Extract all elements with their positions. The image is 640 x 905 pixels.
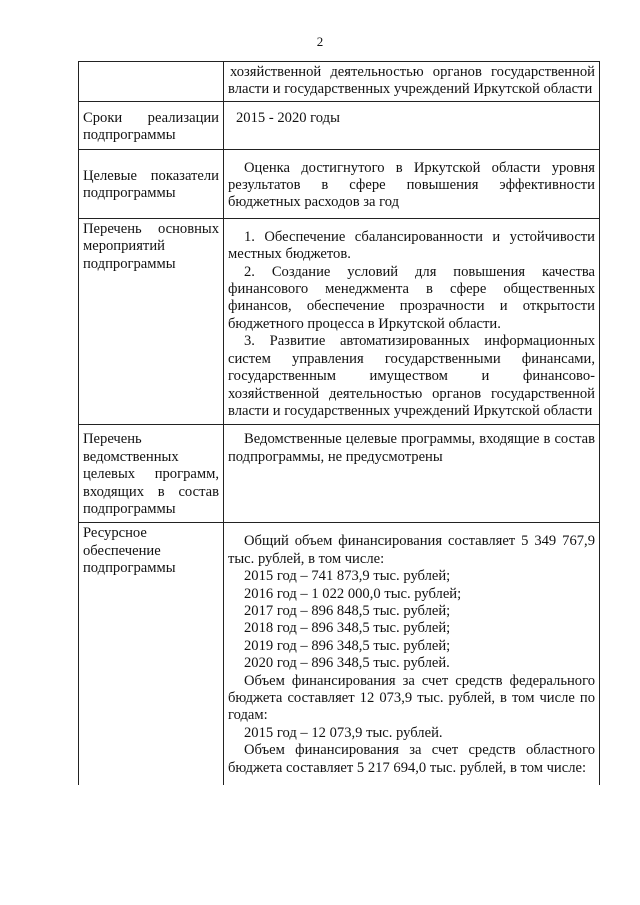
table-row [79,101,600,149]
regional-funding: Объем финансирования за счет средств областного бюджета составляет 5 217 694,0 тыс. рублей, в том числе: [228,742,595,776]
row-label [79,62,224,102]
measure-item: 2. Создание условий для повышения качества финансового менеджмента в сфере общественных финансов, обеспечение прозрачности и открытости бюджетного процесса в Иркутской области. [228,263,595,332]
row-label: Ресурсное обеспечение подпрограммы [79,523,224,785]
row-value [224,149,600,218]
funding-year: 2015 год – 741 873,9 тыс. рублей; [244,568,451,585]
departmental-programs-text: Ведомственные целевые программы, входящие в состав подпрограммы, не предусмотрены [228,431,595,465]
row-label: Сроки реализации подпрограммы [79,101,224,149]
row-value: 2015 - 2020 годы [224,101,600,149]
federal-funding: Объем финансирования за счет средств федерального бюджета составляет 12 073,9 тыс. рублей, в том числе по годам: [228,672,595,724]
federal-funding-year: 2015 год – 12 073,9 тыс. рублей. [244,724,443,741]
target-indicators-text: Оценка достигнутого в Иркутской области уровня результатов в сфере повышения эффективности бюджетных расходов за год [228,159,595,211]
measure-item: 3. Развитие автоматизированных информационных систем управления государственными финансами, государственным имуществом и финансово-хозяйственной деятельностью органов государственной власти и государственных учреждений Иркутской области [228,333,595,419]
table-row [79,523,600,785]
table-row [79,149,600,218]
funding-year: 2019 год – 896 348,5 тыс. рублей; [244,637,451,654]
table-row [79,425,600,523]
page-number: 2 [316,34,324,49]
passport-table [78,61,600,785]
row-value: хозяйственной деятельностью органов государственной власти и государственных учреждений Иркутской области [224,62,600,102]
row-label: Перечень основных мероприятий подпрограммы [79,218,224,424]
row-value [224,523,600,785]
table-row [79,218,600,424]
funding-total: Общий объем финансирования составляет 5 349 767,9 тыс. рублей, в том числе: [228,533,595,567]
table-row [79,62,600,102]
funding-year: 2017 год – 896 848,5 тыс. рублей; [244,602,451,619]
funding-year: 2018 год – 896 348,5 тыс. рублей; [244,620,451,637]
row-value [224,218,600,424]
row-label: Перечень ведомственных целевых программ, входящих в состав подпрограммы [79,425,224,523]
measure-item: 1. Обеспечение сбалансированности и устойчивости местных бюджетов. [228,228,595,263]
funding-year: 2016 год – 1 022 000,0 тыс. рублей; [244,585,462,602]
funding-year: 2020 год – 896 348,5 тыс. рублей. [244,655,450,672]
row-label: Целевые показатели подпрограммы [79,149,224,218]
row-value [224,425,600,523]
